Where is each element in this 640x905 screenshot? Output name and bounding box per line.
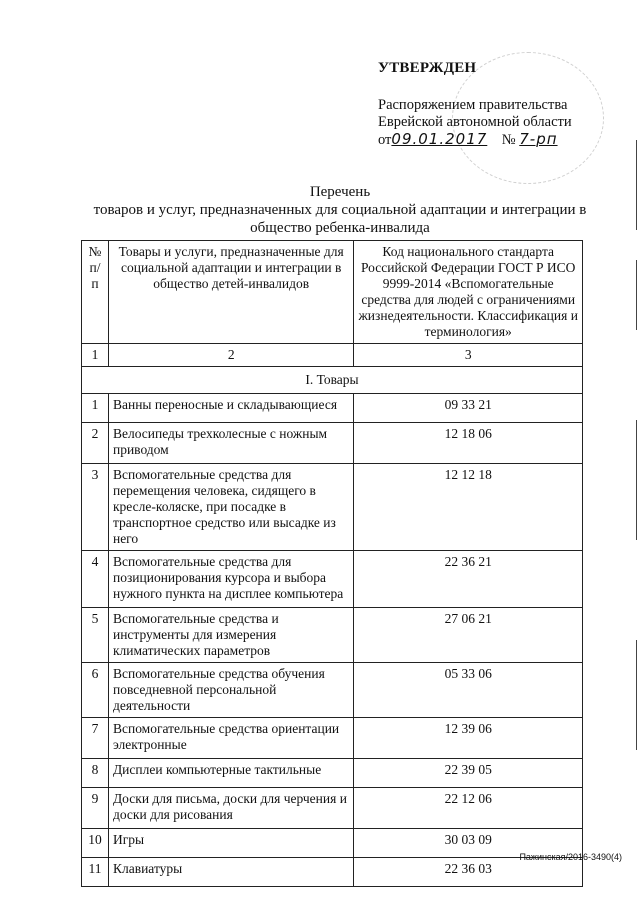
row-number: 2 [82,423,109,464]
row-name: Доски для письма, доски для черчения и доски для рисования [108,788,353,829]
title-line-1: Перечень [309,184,371,200]
row-code: 05 33 06 [354,663,583,718]
row-code: 12 18 06 [354,423,583,464]
row-name: Вспомогательные средства для позиционирования курсора и выбора нужного пункта на дисплее компьютера [108,551,353,608]
approval-heading: УТВЕРЖДЕН [378,60,477,76]
table-row [82,663,583,718]
approval-line-2: Еврейской автономной области [378,114,572,130]
row-name: Игры [108,829,353,858]
footer-ref: Пажинская/2016-3490(4) [519,852,622,862]
table-row [82,788,583,829]
row-name: Вспомогательные средства для перемещения человека, сидящего в кресле-коляске, при посадке в транспортное средство или высадке из него [108,464,353,551]
row-name: Вспомогательные средства обучения повседневной персональной деятельности [108,663,353,718]
approval-line-1: Распоряжением правительства [378,97,568,113]
table-row [82,858,583,887]
col-num-2: 2 [108,344,353,367]
col-num-1: 1 [82,344,109,367]
table-header-row [82,241,583,344]
row-number: 10 [82,829,109,858]
row-number: 3 [82,464,109,551]
row-code: 12 12 18 [354,464,583,551]
document-title [60,183,620,237]
approval-date-line [378,131,618,149]
row-number: 1 [82,394,109,423]
row-name: Велосипеды трехколесные с ножным приводом [108,423,353,464]
title-line-3: общество ребенка-инвалида [250,220,430,236]
table-row [82,759,583,788]
row-code: 22 39 05 [354,759,583,788]
table-row [82,394,583,423]
table-row [82,423,583,464]
row-code: 22 36 21 [354,551,583,608]
row-code: 09 33 21 [354,394,583,423]
date-prefix: от [378,132,392,148]
section-title: I. Товары [82,367,583,394]
scan-edge-mark [636,640,637,750]
row-number: 9 [82,788,109,829]
table-row [82,551,583,608]
row-number: 8 [82,759,109,788]
row-name: Вспомогательные средства ориентации электронные [108,718,353,759]
row-name: Ванны переносные и складывающиеся [108,394,353,423]
row-number: 6 [82,663,109,718]
row-code: 22 12 06 [354,788,583,829]
row-code: 22 36 03 [354,858,583,887]
date-value: 09.01.2017 [391,130,488,148]
column-number-row [82,344,583,367]
col-num-3: 3 [354,344,583,367]
table-row [82,464,583,551]
header-name: Товары и услуги, предназначенные для социальной адаптации и интеграции в общество детей-инвалидов [108,241,353,344]
row-code: 30 03 09 [354,829,583,858]
number-value: 7-рп [519,130,558,148]
goods-table [81,240,583,887]
table-row [82,608,583,663]
approval-block [378,60,618,149]
header-num: № п/п [82,241,109,344]
number-prefix: № [501,132,516,148]
scan-edge-mark [636,260,637,330]
row-number: 11 [82,858,109,887]
row-name: Клавиатуры [108,858,353,887]
table-row [82,829,583,858]
scan-edge-mark [636,420,637,540]
table-row [82,718,583,759]
row-number: 4 [82,551,109,608]
row-code: 12 39 06 [354,718,583,759]
row-number: 7 [82,718,109,759]
row-code: 27 06 21 [354,608,583,663]
row-number: 5 [82,608,109,663]
row-name: Вспомогательные средства и инструменты для измерения климатических параметров [108,608,353,663]
row-name: Дисплеи компьютерные тактильные [108,759,353,788]
header-code: Код национального стандарта Российской Федерации ГОСТ Р ИСО 9999-2014 «Вспомогательные средства для людей с ограничениями жизнедеятельности. Классификация и терминология» [354,241,583,344]
scan-edge-mark [636,140,637,230]
title-line-2: товаров и услуг, предназначенных для социальной адаптации и интеграции в [93,202,587,218]
section-row [82,367,583,394]
